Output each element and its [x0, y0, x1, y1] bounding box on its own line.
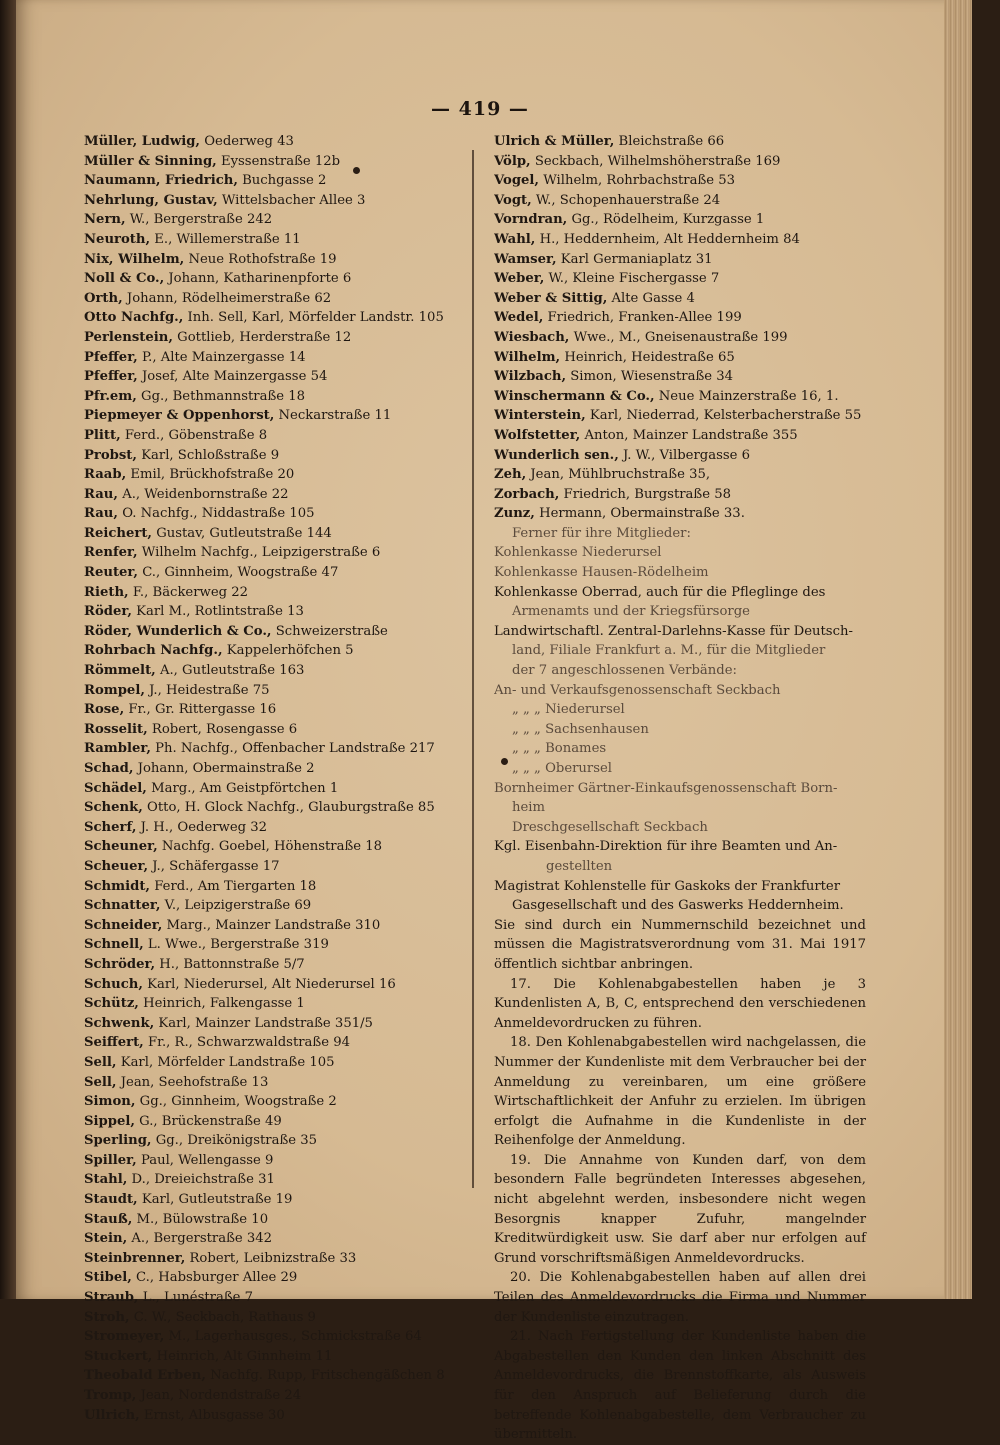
entry-name: Schuch, [84, 976, 143, 992]
directory-entry [84, 269, 462, 289]
directory-entry [494, 406, 866, 426]
entry-address: A., Gutleutstraße 163 [155, 663, 305, 679]
entry-address: Johann, Obermainstraße 2 [133, 761, 315, 776]
entry-name: Rau, [84, 486, 118, 502]
entry-name: Schenk, [84, 800, 143, 816]
member-line: Gasgesellschaft und des Gaswerks Heddernheim. [512, 898, 844, 914]
directory-entry [494, 250, 866, 270]
directory-entry [84, 543, 462, 563]
directory-entry [84, 230, 462, 250]
directory-entry [84, 1386, 462, 1406]
entry-address: Bleichstraße 66 [614, 134, 725, 149]
entry-address: H., Heddernheim, Alt Heddernheim 84 [535, 231, 800, 247]
entry-address: V., Leipzigerstraße 69 [160, 898, 312, 914]
entry-address: Gg., Dreikönigstraße 35 [151, 1133, 318, 1149]
member-line: An- und Verkaufsgenossenschaft Seckbach [494, 682, 781, 698]
regulation-paragraph: 18. Den Kohlenabgabestellen wird nachgelassen, die Nummer der Kundenliste mit dem Verbraucher bei der Anmeldung zu vereinbaren, um eine größere Wirtschaftlichkeit der Anfuhr zu erzielen. Im übrigen erfolgt die Aufnahme in die Kundenliste in der Reihenfolge der Anmeldung. [494, 1035, 866, 1149]
entry-address: Otto, H. Glock Nachfg., Glauburgstraße 85 [142, 800, 435, 816]
entry-name: Winterstein, [494, 408, 586, 424]
entry-address: G., Brückenstraße 49 [134, 1113, 282, 1129]
entry-address: Wilhelm Nachfg., Leipzigerstraße 6 [137, 545, 381, 561]
directory-entry [84, 406, 462, 426]
entry-name: Schnatter, [84, 898, 161, 914]
entry-address: W., Bergerstraße 242 [125, 212, 273, 228]
entry-address: Gottlieb, Herderstraße 12 [172, 329, 352, 345]
regulation-paragraph: 19. Die Annahme von Kunden darf, von dem besondern Falle begründeten Interesses abgesehen, nicht abgelehnt werden, insbesondere nicht wegen Besorgnis knapper Zufuhr, mangelnder Kreditwürdigkeit usw. Sie darf aber nur erfolgen auf Grund vorschriftsmäßigen Anmeldevordrucks. [494, 1152, 866, 1266]
entry-name: Plitt, [84, 427, 121, 443]
entry-name: Ullrich, [84, 1407, 140, 1423]
entry-name: Probst, [84, 447, 137, 463]
directory-entry [84, 798, 462, 818]
entry-address: Karl, Mörfelder Landstraße 105 [116, 1054, 335, 1070]
members-heading: Ferner für ihre Mitglieder: [512, 525, 691, 541]
entry-address: Josef, Alte Mainzergasse 54 [137, 369, 328, 385]
entry-address: Jean, Nordendstraße 24 [136, 1388, 302, 1403]
entry-address: Karl, Gutleutstraße 19 [137, 1192, 293, 1208]
directory-entry [84, 446, 462, 466]
directory-entry [84, 367, 462, 387]
entry-address: Jean, Mühlbruchstraße 35, [526, 467, 711, 483]
regulation-paragraph: 20. Die Kohlenabgabestellen haben auf allen drei Teilen des Anmeldevordrucks die Firma und Nummer der Kundenliste einzutragen. [494, 1270, 866, 1325]
entry-address: C., Ginnheim, Woogstraße 47 [138, 565, 339, 581]
directory-entry [84, 896, 462, 916]
entry-address: C., Habsburger Allee 29 [131, 1270, 298, 1286]
entry-address: Johann, Rödelheimerstraße 62 [122, 290, 332, 306]
entry-name: Vogt, [494, 192, 532, 208]
entry-address: Karl, Niederursel, Alt Niederursel 16 [142, 976, 396, 992]
entry-name: Neuroth, [84, 231, 151, 247]
entry-name: Wilzbach, [494, 369, 567, 385]
directory-entry [84, 720, 462, 740]
regulation-paragraph: 17. Die Kohlenabgabestellen haben je 3 Kundenlisten A, B, C, entsprechend den verschiedenen Anmeldevordrucken zu führen. [494, 976, 866, 1031]
entry-name: Vorndran, [494, 212, 568, 228]
entry-name: Straub, [84, 1290, 139, 1306]
entry-name: Sperling, [84, 1133, 152, 1149]
directory-entry [84, 1406, 462, 1426]
entry-address: Karl, Niederrad, Kelsterbacherstraße 55 [585, 408, 862, 424]
entry-name: Spiller, [84, 1152, 137, 1168]
member-line: Dreschgesellschaft Seckbach [512, 819, 708, 835]
directory-entry [84, 387, 462, 407]
right-entries-list [494, 132, 866, 524]
entry-address: Neue Rothofstraße 19 [184, 251, 337, 267]
member-line: Magistrat Kohlenstelle für Gaskoks der Frankfurter [494, 878, 841, 894]
directory-entry [494, 210, 866, 230]
directory-entry [494, 426, 866, 446]
entry-name: Wilhelm, [494, 349, 561, 365]
directory-entry [84, 465, 462, 485]
entry-address: Fr., Gr. Rittergasse 16 [124, 702, 277, 718]
right-column [494, 132, 866, 1445]
directory-entry [84, 1347, 462, 1367]
directory-entry [494, 152, 866, 172]
entry-address: M., Bülowstraße 10 [132, 1211, 269, 1227]
directory-entry [84, 1327, 462, 1347]
member-line: „ „ „ Bonames [512, 741, 607, 757]
directory-entry [84, 622, 462, 642]
entry-name: Rose, [84, 702, 125, 718]
entry-name: Nix, Wilhelm, [84, 251, 185, 267]
regulation-paragraphs [494, 916, 866, 1445]
directory-entry [84, 739, 462, 759]
entry-address: Karl M., Rotlintstraße 13 [131, 604, 304, 620]
entry-name: Noll & Co., [84, 271, 165, 287]
entry-name: Völp, [494, 153, 531, 169]
entry-address: H., Battonnstraße 5/7 [155, 956, 305, 972]
entry-name: Simon, [84, 1094, 136, 1110]
entry-address: Gg., Rödelheim, Kurzgasse 1 [567, 212, 765, 228]
directory-entry [494, 289, 866, 309]
entry-address: Robert, Leibnizstraße 33 [185, 1250, 357, 1266]
entry-address: Heinrich, Falkengasse 1 [138, 996, 305, 1012]
directory-entry [84, 308, 462, 328]
member-line: Armenamts und der Kriegsfürsorge [512, 604, 750, 620]
entry-name: Weber & Sittig, [494, 290, 608, 306]
entry-address: Marg., Mainzer Landstraße 310 [162, 917, 381, 933]
directory-entry [84, 1170, 462, 1190]
entry-name: Wiesbach, [494, 329, 570, 345]
entry-address: Robert, Rosengasse 6 [147, 721, 298, 737]
entry-name: Wamser, [494, 251, 557, 267]
directory-entry [84, 602, 462, 622]
entry-address: Alte Gasse 4 [607, 290, 695, 306]
entry-name: Wahl, [494, 231, 536, 247]
entry-name: Stuckert, [84, 1348, 153, 1364]
directory-entry [84, 1249, 462, 1269]
entry-address: J., Schäfergasse 17 [148, 858, 280, 874]
member-line: „ „ „ Oberursel [512, 761, 613, 776]
directory-entry [494, 367, 866, 387]
directory-entry [84, 935, 462, 955]
directory-entry [494, 328, 866, 348]
entry-address: W., Kleine Fischergasse 7 [544, 271, 720, 287]
directory-entry [84, 1053, 462, 1073]
directory-entry [84, 289, 462, 309]
entry-name: Wedel, [494, 310, 544, 326]
entry-name: Zunz, [494, 506, 535, 522]
entry-address: Inh. Sell, Karl, Mörfelder Landstr. 105 [183, 310, 444, 326]
directory-entry [494, 348, 866, 368]
entry-name: Nern, [84, 212, 126, 228]
directory-entry [494, 465, 866, 485]
directory-entry [84, 328, 462, 348]
entry-address: Heinrich, Alt Ginnheim 11 [152, 1348, 333, 1364]
entry-address: Eyssenstraße 12b [216, 153, 341, 169]
entry-address: M., Lagerhausges., Schmickstraße 64 [164, 1329, 422, 1345]
member-line: Bornheimer Gärtner-Einkaufsgenossenschaft Born- [494, 780, 838, 796]
entry-name: Staudt, [84, 1192, 138, 1208]
directory-entry [84, 152, 462, 172]
entry-address: Paul, Wellengasse 9 [136, 1152, 274, 1168]
entry-address: Johann, Katharinenpforte 6 [164, 271, 352, 287]
directory-entry [84, 700, 462, 720]
entry-address: Ferd., Am Tiergarten 18 [150, 878, 317, 894]
directory-entry [84, 1190, 462, 1210]
entry-name: Nehrlung, Gustav, [84, 192, 218, 208]
directory-entry [84, 857, 462, 877]
entry-address: Hermann, Obermainstraße 33. [534, 506, 745, 522]
directory-entry [494, 504, 866, 524]
entry-name: Schädel, [84, 780, 147, 796]
entry-address: J. W., Vilbergasse 6 [618, 447, 750, 463]
directory-entry [84, 681, 462, 701]
entry-address: L., Lunéstraße 7 [138, 1290, 254, 1306]
column-divider [472, 150, 474, 1188]
entry-address: Wilhelm, Rohrbachstraße 53 [539, 173, 736, 189]
entry-name: Wolfstetter, [494, 427, 581, 443]
entry-address: Gg., Ginnheim, Woogstraße 2 [135, 1094, 337, 1110]
entry-address: J., Heidestraße 75 [144, 682, 270, 698]
directory-entry [84, 1229, 462, 1249]
entry-name: Reichert, [84, 525, 152, 541]
entry-address: Ph. Nachfg., Offenbacher Landstraße 217 [150, 741, 435, 757]
entry-address: L. Wwe., Bergerstraße 319 [143, 937, 329, 953]
entry-address: F., Bäckerweg 22 [128, 584, 249, 600]
entry-name: Pfeffer, [84, 369, 138, 385]
page-number: — 419 — [431, 98, 529, 120]
entry-address: Schweizerstraße [271, 623, 388, 639]
entry-address: Simon, Wiesenstraße 34 [566, 369, 734, 385]
entry-name: Winschermann & Co., [494, 388, 655, 404]
directory-entry [84, 1033, 462, 1053]
directory-entry [84, 818, 462, 838]
entry-name: Pfeffer, [84, 349, 138, 365]
entry-name: Scheuer, [84, 858, 149, 874]
directory-entry [84, 1308, 462, 1328]
entry-name: Theobald Erben, [84, 1368, 206, 1384]
entry-name: Wunderlich sen., [494, 447, 619, 463]
entry-address: Ernst, Albusgasse 30 [139, 1407, 285, 1423]
directory-entry [84, 426, 462, 446]
directory-entry [84, 955, 462, 975]
entry-address: Heinrich, Heidestraße 65 [560, 349, 735, 365]
entry-name: Müller, Ludwig, [84, 134, 201, 149]
entry-name: Perlenstein, [84, 329, 173, 345]
directory-entry [84, 563, 462, 583]
directory-entry [494, 485, 866, 505]
page-edge [944, 0, 972, 1299]
entry-address: Friedrich, Franken-Allee 199 [543, 310, 742, 326]
entry-name: Orth, [84, 290, 123, 306]
directory-entry [494, 230, 866, 250]
entry-address: Jean, Seehofstraße 13 [116, 1074, 269, 1090]
directory-entry [84, 485, 462, 505]
directory-entry [84, 877, 462, 897]
entry-name: Rambler, [84, 741, 151, 757]
entry-address: Emil, Brückhofstraße 20 [126, 467, 295, 483]
entry-name: Römmelt, [84, 663, 156, 679]
directory-entry [84, 504, 462, 524]
entry-address: Neue Mainzerstraße 16, 1. [654, 388, 839, 404]
entry-address: Buchgasse 2 [237, 173, 327, 189]
directory-entry [84, 583, 462, 603]
directory-entry [84, 1014, 462, 1034]
entry-name: Reuter, [84, 565, 138, 581]
directory-entry [84, 1131, 462, 1151]
entry-name: Pfr.em, [84, 388, 137, 404]
directory-entry [84, 975, 462, 995]
entry-address: Fr., R., Schwarzwaldstraße 94 [143, 1035, 351, 1051]
directory-entry [84, 837, 462, 857]
entry-address: J. H., Oederweg 32 [136, 819, 268, 835]
directory-entry [84, 1210, 462, 1230]
directory-entry [84, 191, 462, 211]
entry-name: Schwenk, [84, 1015, 155, 1031]
entry-address: Marg., Am Geistpförtchen 1 [146, 780, 339, 796]
entry-name: Sell, [84, 1074, 117, 1090]
entry-name: Scherf, [84, 819, 137, 835]
entry-name: Stromeyer, [84, 1329, 165, 1345]
entry-address: Wittelsbacher Allee 3 [217, 192, 366, 208]
entry-name: Rau, [84, 506, 118, 522]
directory-entry [84, 916, 462, 936]
directory-entry [494, 132, 866, 152]
entry-name: Stauß, [84, 1211, 133, 1227]
member-line: land, Filiale Frankfurt a. M., für die Mitglieder [512, 643, 826, 659]
entry-address: Anton, Mainzer Landstraße 355 [580, 427, 798, 443]
entry-name: Steinbrenner, [84, 1250, 186, 1266]
directory-entry [84, 1151, 462, 1171]
entry-name: Rosselit, [84, 721, 148, 737]
entry-address: Friedrich, Burgstraße 58 [559, 486, 732, 502]
members-list [494, 543, 866, 915]
entry-address: Karl, Schloßstraße 9 [137, 447, 280, 463]
entry-name: Röder, [84, 604, 132, 620]
directory-entry [84, 641, 462, 661]
member-line: „ „ „ Niederursel [512, 702, 625, 718]
entry-name: Stibel, [84, 1270, 132, 1286]
regulation-paragraph: 21. Nach Fertigstellung der Kundenliste haben die Abgabestellen den Kunden den linken Abschnitt des Anmeldevordrucks, die Brennstoffkarte, als Ausweis für den Anspruch auf Belieferung durch die betreffende Kohlenabgabestelle, dem Verbraucher zu übermitteln. [494, 1329, 866, 1443]
directory-entry [84, 250, 462, 270]
directory-entry [84, 779, 462, 799]
directory-entry [84, 1112, 462, 1132]
entry-address: Gg., Bethmannstraße 18 [136, 388, 306, 404]
entry-name: Otto Nachfg., [84, 310, 184, 326]
entry-name: Schad, [84, 761, 134, 776]
entry-name: Raab, [84, 467, 127, 483]
entry-address: A., Bergerstraße 342 [127, 1231, 273, 1247]
entry-name: Seiffert, [84, 1035, 144, 1051]
entry-address: Gustav, Gutleutstraße 144 [152, 525, 332, 541]
directory-entry [84, 1288, 462, 1308]
entry-address: W., Schopenhauerstraße 24 [531, 192, 721, 208]
directory-entry [84, 1073, 462, 1093]
member-line: heim [512, 800, 546, 816]
entry-address: E., Willemerstraße 11 [150, 231, 301, 247]
entry-name: Ulrich & Müller, [494, 134, 615, 149]
directory-entry [84, 1366, 462, 1386]
directory-entry [494, 171, 866, 191]
entry-address: D., Dreieichstraße 31 [127, 1172, 275, 1188]
entry-address: A., Weidenbornstraße 22 [118, 486, 289, 502]
entry-address: Seckbach, Wilhelmshöherstraße 169 [530, 153, 781, 169]
directory-entry [494, 446, 866, 466]
entry-address: O. Nachfg., Niddastraße 105 [118, 506, 315, 522]
directory-entry [494, 387, 866, 407]
entry-address: Wwe., M., Gneisenaustraße 199 [569, 329, 788, 345]
member-line: Kohlenkasse Niederursel [494, 545, 662, 561]
directory-entry [84, 994, 462, 1014]
entry-address: Nachfg. Goebel, Höhenstraße 18 [157, 839, 383, 855]
left-column [84, 132, 462, 1425]
member-line: Kgl. Eisenbahn-Direktion für ihre Beamten und An- [494, 839, 838, 855]
entry-name: Sippel, [84, 1113, 135, 1129]
entry-name: Stroh, [84, 1309, 130, 1325]
entry-name: Schröder, [84, 956, 156, 972]
entry-address: P., Alte Mainzergasse 14 [137, 349, 306, 365]
entry-name: Sell, [84, 1054, 117, 1070]
entry-name: Naumann, Friedrich, [84, 173, 238, 189]
entry-name: Schütz, [84, 996, 139, 1012]
directory-entry [84, 1092, 462, 1112]
directory-entry [84, 348, 462, 368]
member-line: Kohlenkasse Hausen-Rödelheim [494, 565, 709, 581]
member-line: gestellten [546, 858, 613, 874]
entry-address: Neckarstraße 11 [274, 408, 392, 424]
entry-address: Kappelerhöfchen 5 [222, 643, 354, 659]
directory-entry [84, 759, 462, 779]
entry-name: Rieth, [84, 584, 129, 600]
entry-name: Rohrbach Nachfg., [84, 643, 223, 659]
entry-name: Piepmeyer & Oppenhorst, [84, 408, 275, 424]
entry-name: Stahl, [84, 1172, 128, 1188]
entry-name: Scheuner, [84, 839, 158, 855]
entry-address: Nachfg. Rupp, Fritschengäßchen 8 [205, 1368, 445, 1384]
entry-name: Tromp, [84, 1388, 137, 1403]
entry-name: Rompel, [84, 682, 145, 698]
entry-address: Oederweg 43 [200, 134, 294, 149]
entry-name: Röder, Wunderlich & Co., [84, 623, 272, 639]
member-line: der 7 angeschlossenen Verbände: [512, 663, 737, 679]
directory-entry [494, 191, 866, 211]
entry-name: Zorbach, [494, 486, 560, 502]
entry-name: Weber, [494, 271, 545, 287]
directory-entry [84, 524, 462, 544]
member-line: „ „ „ Sachsenhausen [512, 721, 649, 737]
directory-entry [494, 308, 866, 328]
entry-name: Schmidt, [84, 878, 151, 894]
entry-name: Renfer, [84, 545, 138, 561]
member-line: Landwirtschaftl. Zentral-Darlehns-Kasse für Deutsch- [494, 623, 853, 639]
entry-address: Karl, Mainzer Landstraße 351/5 [154, 1015, 373, 1031]
entry-address: Ferd., Göbenstraße 8 [120, 427, 268, 443]
directory-entry [84, 661, 462, 681]
entry-address: Karl Germaniaplatz 31 [556, 251, 713, 267]
entry-name: Schneider, [84, 917, 163, 933]
entry-address: C. W., Seckbach, Rathaus 9 [129, 1309, 316, 1325]
entry-name: Müller & Sinning, [84, 153, 217, 169]
entry-name: Stein, [84, 1231, 128, 1247]
entry-name: Schnell, [84, 937, 144, 953]
directory-entry [84, 171, 462, 191]
regulation-paragraph: Sie sind durch ein Nummernschild bezeichnet und müssen die Magistratsverordnung vom 31. Mai 1917 öffentlich sichtbar anbringen. [494, 917, 866, 972]
entry-name: Zeh, [494, 467, 527, 483]
member-line: Kohlenkasse Oberrad, auch für die Pfleglinge des [494, 584, 826, 600]
entry-name: Vogel, [494, 173, 540, 189]
directory-entry [84, 1268, 462, 1288]
directory-entry [494, 269, 866, 289]
directory-entry [84, 210, 462, 230]
directory-entry [84, 132, 462, 152]
